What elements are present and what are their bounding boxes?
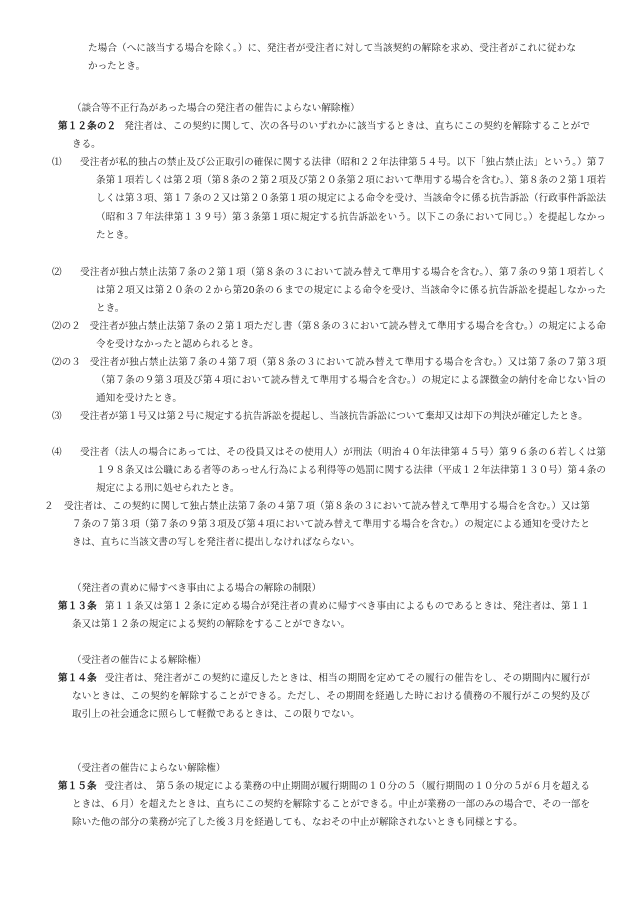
article-12-2-item-2-3 (52, 354, 606, 409)
article-12-2-text: 発注者は、この契約に関して、次の各号のいずれかに該当するときは、直ちにこの契約を解除することができる。 (72, 121, 591, 151)
article-13-text: 第１１条又は第１２条に定める場合が発注者の責めに帰すべき事由によるものであるときは、発注者は、第１１条又は第１２条の規定による契約の解除をすることができない。 (72, 601, 591, 631)
article-12-2-number: 第１２条の２ (58, 121, 117, 132)
item-1-text: 受注者が私的独占の禁止及び公正取引の確保に関する法律（昭和２２年法律第５４号。以下「独占禁止法」という。）第７条第１項若しくは第２項（第８条の２第２項及び第２０条第２項において準用する場合を含む。）、第８条の２第１項若しくは第３項、第１７条の２又は第２０条第１項の規定による命令を受け、当該命令に係る抗告訴訟（行政事件訴訟法（昭和３７年法律第１３９号）第３条第１項に規定する抗告訴訟をいう。以下この条において同じ。）を提起しなかったとき。 (80, 157, 606, 241)
article-12-2-item-2-2 (52, 318, 606, 354)
article-15-heading: （受注者の催告によらない解除権） (72, 763, 226, 774)
article-15-number: 第１５条 (58, 781, 97, 792)
item-2-2-number: ⑵の２ (52, 321, 81, 332)
article-12-2-item-2: ⑵ 受注者が独占禁止法第７条の２第１項（第８条の３において読み替えて準用する場合を含む。）、第７条の９第１項若しくは第２項又は第２０条の２から第20条の６までの規定による命令を受け、当該命令に係る抗告訴訟を提起しなかったとき。 (52, 267, 606, 315)
article-12-2-body (58, 118, 590, 154)
article-12-2-heading: （談合等不正行為があった場合の発注者の催告によらない解除権） (72, 103, 360, 114)
carry-over-text: た場合（へに該当する場合を除く。）に、発注者が受注者に対して当該契約の解除を求め、受注者がこれに従わなかったとき。 (88, 43, 576, 73)
item-2-2-text: 受注者が独占禁止法第７条の２第１項ただし書（第８条の３において読み替えて準用する場合を含む。）の規定による命令を受けなかったと認められるとき。 (89, 321, 606, 351)
article-13-body (58, 598, 590, 634)
article-13-number: 第１３条 (58, 601, 97, 612)
article-12-2-paragraph-2: ２ 受注者は、この契約に関して独占禁止法第７条の４第７項（第８条の３において読み替えて準用する場合を含む。）又は第７条の７第３項（第７条の９第３項及び第４項において読み替えて準用する場合を含む。）の規定による通知を受けたときは、直ちに当該文書の写しを発注者に提出しなければならない。 (44, 501, 590, 549)
item-2-3-text: 受注者が独占禁止法第７条の４第７項（第８条の３において読み替えて準用する場合を含む。）又は第７条の７第３項（第７条の９第３項及び第４項において読み替えて準用する場合を含む。）の規定による課徴金の納付を命じない旨の通知を受けたとき。 (89, 357, 606, 405)
article-12-2-item-3: ⑶ 受注者が第１号又は第２号に規定する抗告訴訟を提起し、当該抗告訴訟について棄却又は却下の判決が確定したとき。 (52, 411, 588, 422)
article-14-text: 受注者は、発注者がこの契約に違反したときは、相当の期間を定めてその履行の催告をし、その期間内に履行がないときは、この契約を解除することができる。ただし、その期間を経過した時における債務の不履行がこの契約及び取引上の社会通念に照らして軽微であるときは、この限りでない。 (72, 673, 591, 721)
article-12-2-item-1: ⑴ 受注者が私的独占の禁止及び公正取引の確保に関する法律（昭和２２年法律第５４号。以下「独占禁止法」という。）第７条第１項若しくは第２項（第８条の２第２項及び第２０条第２項において準用する場合を含む。）、第８条の２第１項若しくは第３項、第１７条の２又は第２０条第１項の規定による命令を受け、当該命令に係る抗告訴訟（行政事件訴訟法（昭和３７年法律第１３９号）第３条第１項に規定する抗告訴訟をいう。以下この条において同じ。）を提起しなかったとき。 (52, 157, 606, 241)
article-15-body (58, 778, 590, 833)
paragraph-2-text: 受注者は、この契約に関して独占禁止法第７条の４第７項（第８条の３において読み替えて準用する場合を含む。）又は第７条の７第３項（第７条の９第３項及び第４項において読み替えて準用する場合を含む。）の規定による通知を受けたときは、直ちに当該文書の写しを発注者に提出しなければならない。 (64, 501, 590, 549)
article-13-heading: （発注者の責めに帰すべき事由による場合の解除の制限） (72, 583, 322, 594)
item-2-3-number: ⑵の３ (52, 357, 81, 368)
article-14-body (58, 670, 590, 725)
item-4-text: 受注者（法人の場合にあっては、その役員又はその使用人）が刑法（明治４０年法律第４５号）第９６条の６若しくは第１９８条又は公職にある者等のあっせん行為による利得等の処罰に関する法律（平成１２年法律第１３０号）第４条の規定による刑に処せられたとき。 (80, 447, 606, 495)
article-12-2-item-4: ⑷ 受注者（法人の場合にあっては、その役員又はその使用人）が刑法（明治４０年法律第４５号）第９６条の６若しくは第１９８条又は公職にある者等のあっせん行為による利得等の処罰に関する法律（平成１２年法律第１３０号）第４条の規定による刑に処せられたとき。 (52, 447, 606, 495)
article-14-number: 第１４条 (58, 673, 97, 684)
item-2-text: 受注者が独占禁止法第７条の２第１項（第８条の３において読み替えて準用する場合を含む。）、第７条の９第１項若しくは第２項又は第２０条の２から第20条の６までの規定による命令を受け、当該命令に係る抗告訴訟を提起しなかったとき。 (80, 267, 606, 315)
item-3-text: 受注者が第１号又は第２号に規定する抗告訴訟を提起し、当該抗告訴訟について棄却又は却下の判決が確定したとき。 (80, 411, 588, 422)
article-14-heading: （受注者の催告による解除権） (72, 655, 207, 666)
article-15-text: 受注者は、 第５条の規定による業務の中止期間が履行期間の１０分の５（履行期間の１０分の５が６月を超えるときは、６月）を超えたときは、直ちにこの契約を解除することができる。中止が業務の一部のみの場合で、その一部を除いた他の部分の業務が完了した後３月を経過しても、なおその中止が解除されないときも同様とする。 (72, 781, 590, 829)
